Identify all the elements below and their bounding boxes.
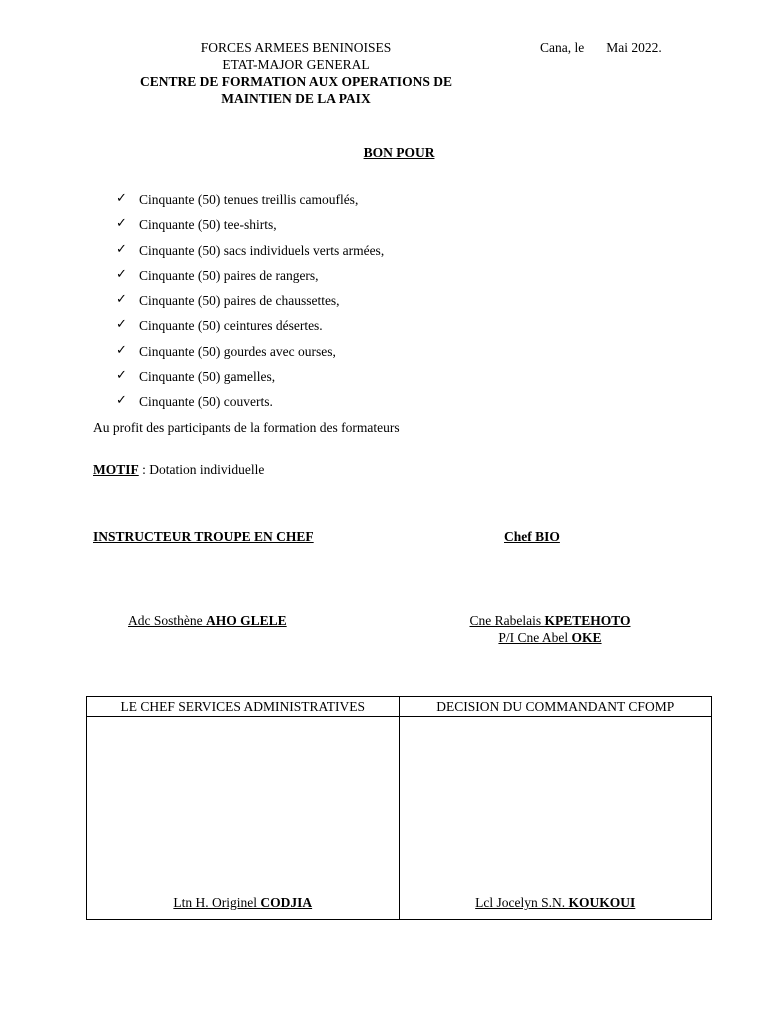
approval-cell-commandant xyxy=(399,717,712,920)
approval-header-admin: LE CHEF SERVICES ADMINISTRATIVES xyxy=(87,697,400,717)
document-title: BON POUR xyxy=(363,145,435,160)
checkmark-icon: ✓ xyxy=(116,292,127,308)
checkmark-icon: ✓ xyxy=(116,342,127,358)
approval-admin-rank: Ltn H. Originel xyxy=(173,895,261,911)
list-item-text: Cinquante (50) tenues treillis camouflés, xyxy=(139,192,359,207)
signatory-right-interim xyxy=(400,630,700,647)
list-item xyxy=(116,318,384,343)
profit-text: Au profit des participants de la formation des formateurs xyxy=(93,420,400,435)
list-item xyxy=(116,243,384,268)
checkmark-icon: ✓ xyxy=(116,191,127,206)
header-line-forces: FORCES ARMEES BENINOISES xyxy=(200,40,392,55)
list-item-text: Cinquante (50) gourdes avec ourses, xyxy=(139,343,336,359)
date-value: Mai 2022. xyxy=(606,40,662,55)
document-header xyxy=(96,40,496,108)
checkmark-icon: ✓ xyxy=(116,393,127,409)
signatory-left-name xyxy=(128,613,287,629)
motif-label: MOTIF xyxy=(93,462,139,477)
approval-commandant-rank: Lcl Jocelyn S.N. xyxy=(475,895,569,911)
list-item-text: Cinquante (50) tee-shirts, xyxy=(139,217,277,233)
signatory-right-title: Chef BIO xyxy=(504,529,560,544)
list-item xyxy=(116,369,384,394)
approval-table xyxy=(86,696,712,920)
checkmark-icon: ✓ xyxy=(116,241,127,257)
list-item xyxy=(116,192,384,217)
checkmark-icon: ✓ xyxy=(116,317,127,333)
checkmark-icon: ✓ xyxy=(116,368,127,384)
approval-admin-name xyxy=(173,895,312,910)
list-item-text: Cinquante (50) couverts. xyxy=(139,394,273,410)
motif-line xyxy=(93,462,264,478)
date-line xyxy=(540,40,662,56)
list-item-text: Cinquante (50) paires de chaussettes, xyxy=(139,293,340,309)
signatory-right-rank: Cne Rabelais xyxy=(469,613,545,628)
list-item-text: Cinquante (50) ceintures désertes. xyxy=(139,318,323,334)
approval-commandant-name xyxy=(475,895,635,910)
list-item xyxy=(116,217,384,242)
motif-separator: : xyxy=(138,462,150,477)
list-item-text: Cinquante (50) gamelles, xyxy=(139,369,276,385)
approval-cell-admin xyxy=(87,717,400,920)
signatory-interim-surname: OKE xyxy=(571,630,602,645)
list-item xyxy=(116,344,384,369)
list-item xyxy=(116,293,384,318)
item-list xyxy=(116,192,384,420)
list-item xyxy=(116,394,384,419)
signatory-left-surname: AHO GLELE xyxy=(206,613,287,628)
motif-value: Dotation individuelle xyxy=(149,462,265,477)
signatory-right-name xyxy=(400,613,700,630)
date-place: Cana, le xyxy=(540,40,585,55)
signatory-right-names xyxy=(400,613,700,647)
list-item-text: Cinquante (50) sacs individuels verts armées, xyxy=(139,242,385,258)
header-line-etat-major: ETAT-MAJOR GENERAL xyxy=(222,57,370,72)
header-line-maintien: MAINTIEN DE LA PAIX xyxy=(221,91,371,106)
approval-admin-surname: CODJIA xyxy=(260,895,313,911)
approval-header-commandant: DECISION DU COMMANDANT CFOMP xyxy=(399,697,712,717)
signatory-left-title: INSTRUCTEUR TROUPE EN CHEF xyxy=(93,529,314,544)
signatory-interim-rank: P/I Cne Abel xyxy=(498,630,572,645)
signatory-right-surname: KPETEHOTO xyxy=(544,613,631,628)
approval-commandant-surname: KOUKOUI xyxy=(568,895,636,911)
list-item xyxy=(116,268,384,293)
checkmark-icon: ✓ xyxy=(116,216,127,232)
list-item-text: Cinquante (50) paires de rangers, xyxy=(139,267,319,283)
header-line-centre: CENTRE DE FORMATION AUX OPERATIONS DE xyxy=(140,74,452,89)
checkmark-icon: ✓ xyxy=(116,266,127,282)
signatory-left-rank: Adc Sosthène xyxy=(128,613,206,628)
